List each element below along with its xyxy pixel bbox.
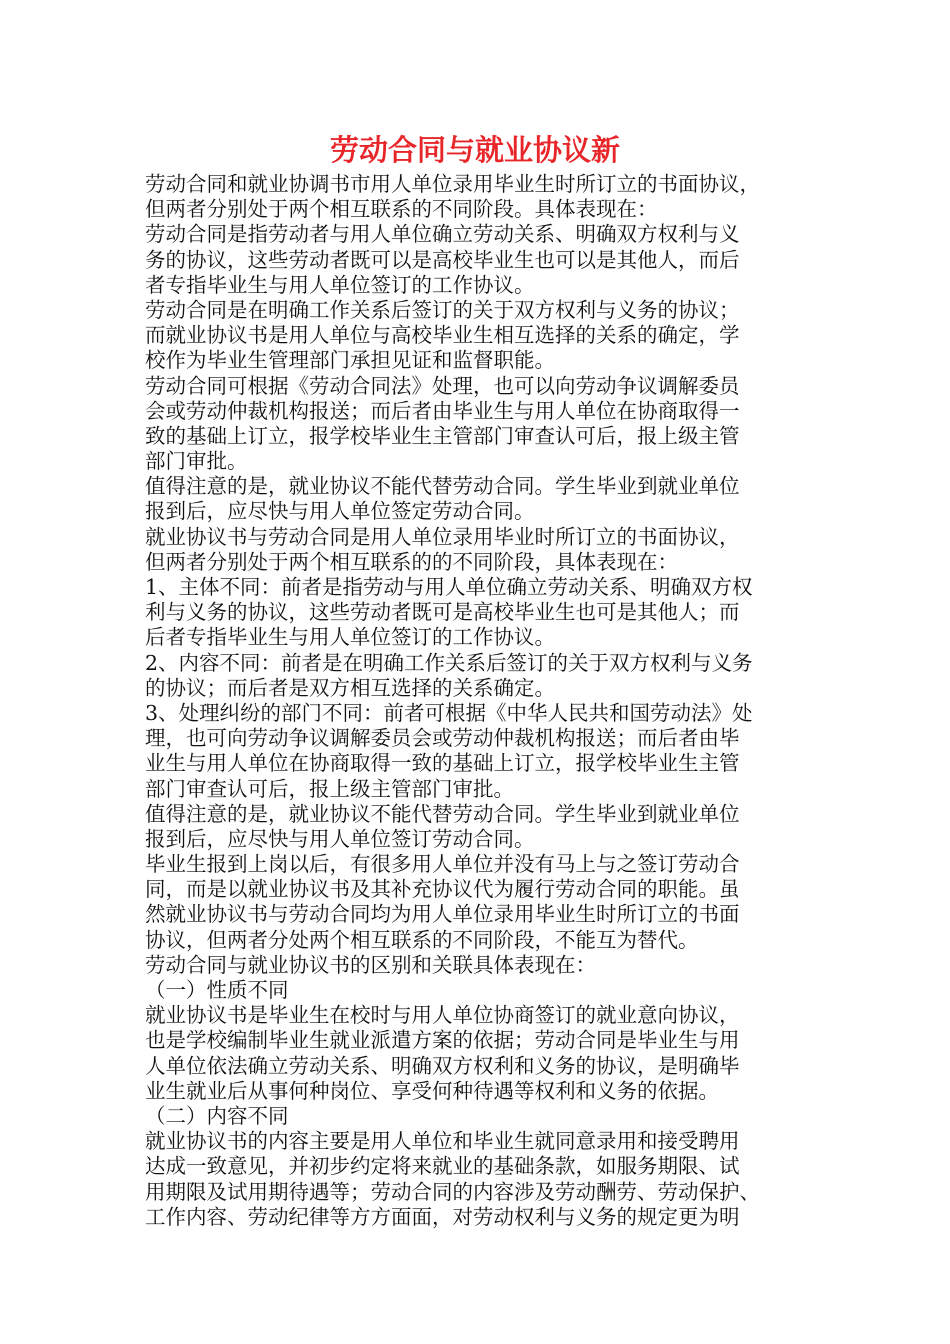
text-line: 劳动合同是在明确工作关系后签订的关于双方权利与义务的协议； xyxy=(145,297,740,322)
text-line: 的协议；而后者是双方相互选择的关系确定。 xyxy=(145,675,555,700)
text-line: 就业协议书的内容主要是用人单位和毕业生就同意录用和接受聘用 xyxy=(145,1129,740,1154)
document-body xyxy=(145,172,815,1230)
text-line: 校作为毕业生管理部门承担见证和监督职能。 xyxy=(145,348,555,373)
section-heading: （二）内容不同 xyxy=(145,1103,289,1128)
text-line: 但两者分别处于两个相互联系的不同阶段。具体表现在： xyxy=(145,197,658,222)
text-line: 2、内容不同：前者是在明确工作关系后签订的关于双方权利与义务 xyxy=(145,650,753,675)
text-line: 3、处理纠纷的部门不同：前者可根据《中华人民共和国劳动法》处 xyxy=(145,700,753,725)
text-line: 部门审查认可后，报上级主管部门审批。 xyxy=(145,776,514,801)
text-line: 会或劳动仲裁机构报送；而后者由毕业生与用人单位在协商取得一 xyxy=(145,398,740,423)
text-line: 劳动合同与就业协议书的区别和关联具体表现在： xyxy=(145,952,596,977)
text-line: 毕业生报到上岗以后，有很多用人单位并没有马上与之签订劳动合 xyxy=(145,852,740,877)
text-line: 1、主体不同：前者是指劳动与用人单位确立劳动关系、明确双方权 xyxy=(145,575,753,599)
text-line: 利与义务的协议，这些劳动者既可是高校毕业生也可是其他人；而 xyxy=(145,600,740,625)
text-line: 协议，但两者分处两个相互联系的不同阶段，不能互为替代。 xyxy=(145,927,699,952)
text-line: 后者专指毕业生与用人单位签订的工作协议。 xyxy=(145,625,555,650)
text-line: 就业协议书与劳动合同是用人单位录用毕业时所订立的书面协议， xyxy=(145,524,740,549)
text-line: 也是学校编制毕业生就业派遣方案的依据；劳动合同是毕业生与用 xyxy=(145,1028,740,1053)
text-line: 值得注意的是，就业协议不能代替劳动合同。学生毕业到就业单位 xyxy=(145,801,740,826)
text-line: 但两者分别处于两个相互联系的的不同阶段，具体表现在： xyxy=(145,549,678,574)
text-line: 就业协议书是毕业生在校时与用人单位协商签订的就业意向协议， xyxy=(145,1003,740,1028)
text-line: 用期限及试用期待遇等；劳动合同的内容涉及劳动酬劳、劳动保护、 xyxy=(145,1179,760,1204)
text-line: 理，也可向劳动争议调解委员会或劳动仲裁机构报送；而后者由毕 xyxy=(145,726,740,751)
text-line: 部门审批。 xyxy=(145,449,248,474)
text-line: 达成一致意见，并初步约定将来就业的基础条款，如服务期限、试 xyxy=(145,1154,740,1179)
text-line: 劳动合同和就业协调书市用人单位录用毕业生时所订立的书面协议， xyxy=(145,172,760,196)
text-line: 报到后，应尽快与用人单位签定劳动合同。 xyxy=(145,499,535,524)
text-line: 然就业协议书与劳动合同均为用人单位录用毕业生时所订立的书面 xyxy=(145,902,740,927)
text-line: 同，而是以就业协议书及其补充协议代为履行劳动合同的职能。虽 xyxy=(145,877,740,902)
text-line: 报到后，应尽快与用人单位签订劳动合同。 xyxy=(145,826,535,851)
text-line: 工作内容、劳动纪律等方方面面，对劳动权利与义务的规定更为明 xyxy=(145,1204,740,1229)
text-line: 劳动合同是指劳动者与用人单位确立劳动关系、明确双方权利与义 xyxy=(145,222,740,247)
text-line: 劳动合同可根据《劳动合同法》处理，也可以向劳动争议调解委员 xyxy=(145,373,740,398)
text-line: 致的基础上订立，报学校毕业生主管部门审查认可后，报上级主管 xyxy=(145,423,740,448)
text-line: 务的协议，这些劳动者既可以是高校毕业生也可以是其他人，而后 xyxy=(145,247,740,272)
section-heading: （一）性质不同 xyxy=(145,978,289,1002)
text-line: 而就业协议书是用人单位与高校毕业生相互选择的关系的确定，学 xyxy=(145,323,740,348)
text-line: 值得注意的是，就业协议不能代替劳动合同。学生毕业到就业单位 xyxy=(145,474,740,499)
text-line: 者专指毕业生与用人单位签订的工作协议。 xyxy=(145,272,535,297)
text-line: 人单位依法确立劳动关系、明确双方权利和义务的协议，是明确毕 xyxy=(145,1053,740,1078)
text-line: 业生就业后从事何种岗位、享受何种待遇等权利和义务的依据。 xyxy=(145,1078,719,1103)
text-line: 业生与用人单位在协商取得一致的基础上订立，报学校毕业生主管 xyxy=(145,751,740,776)
document-title: 劳动合同与就业协议新 xyxy=(329,133,620,167)
